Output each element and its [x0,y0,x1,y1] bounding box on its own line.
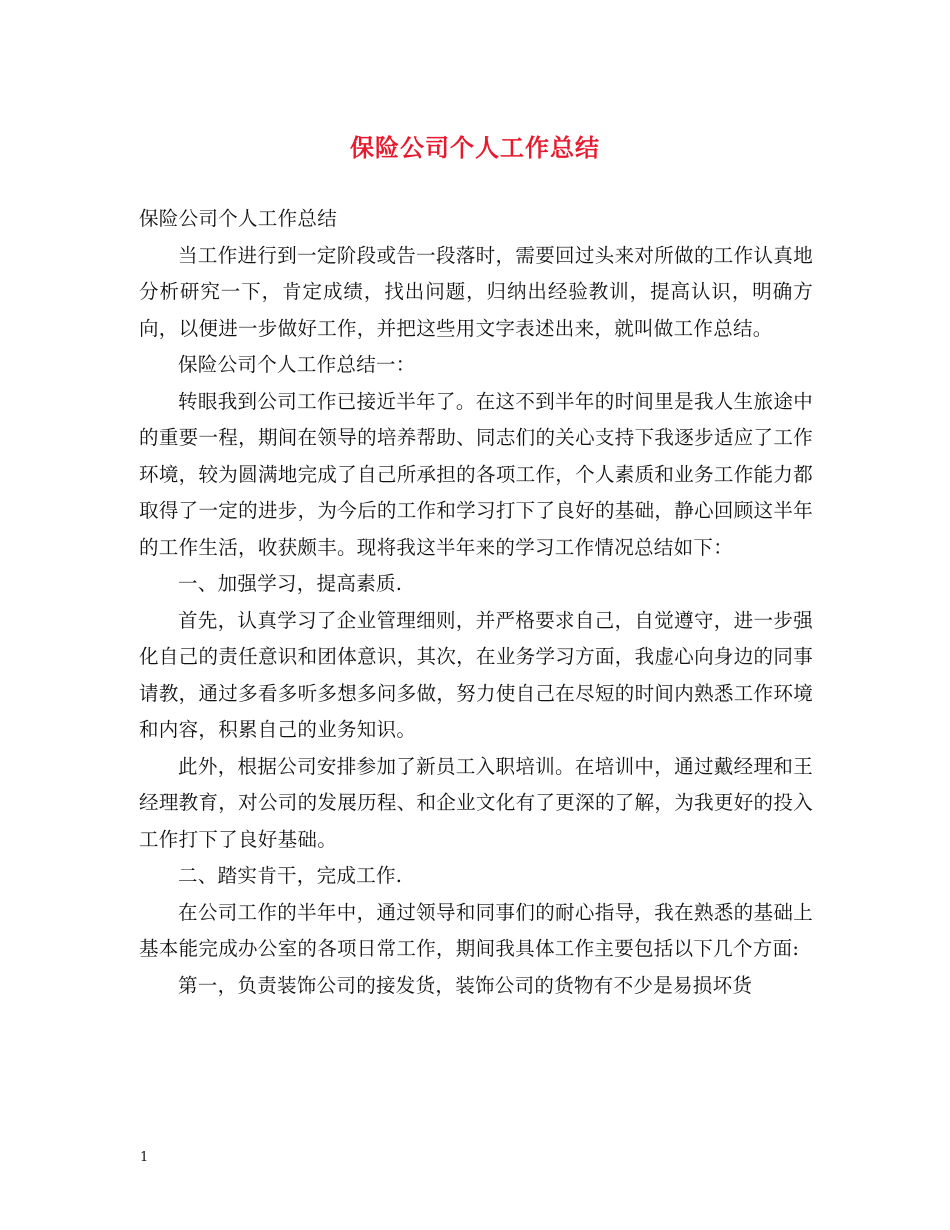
paragraph-work: 在公司工作的半年中，通过领导和同事们的耐心指导，我在熟悉的基础上基本能完成办公室的各项日常工作，期间我具体工作主要包括以下几个方面: [139,900,813,960]
paragraph-training: 此外，根据公司安排参加了新员工入职培训。在培训中，通过戴经理和王经理教育，对公司的发展历程、和企业文化有了更深的了解，为我更好的投入工作打下了良好基础。 [139,754,813,851]
page-number: 1 [140,1150,149,1165]
paragraph-heading-two: 二、踏实肯干，完成工作. [178,864,403,887]
paragraph-overview: 转眼我到公司工作已接近半年了。在这不到半年的时间里是我人生旅途中的重要一程，期间在领导的培养帮助、同志们的关心支持下我逐步适应了工作环境，较为圆满地完成了自己所承担的各项工作，个人素质和业务工作能力都取得了一定的进步，为今后的工作和学习打下了良好的基础，静心回顾这半年的工作生活，收获颇丰。现将我这半年来的学习工作情况总结如下： [139,389,813,559]
paragraph-section-heading: 保险公司个人工作总结一： [178,353,416,376]
paragraph-study: 首先，认真学习了企业管理细则，并严格要求自己，自觉遵守，进一步强化自己的责任意识和团体意识，其次，在业务学习方面，我虚心向身边的同事请教，通过多看多听多想多问多做，努力使自己在尽短的时间内熟悉工作环境和内容，积累自己的业务知识。 [139,608,813,741]
paragraph-subtitle: 保险公司个人工作总结 [139,207,338,230]
paragraph-first-duty: 第一，负责装饰公司的接发货，装饰公司的货物有不少是易损坏货 [178,973,753,997]
document-title: 保险公司个人工作总结 [350,133,600,162]
paragraph-heading-one: 一、加强学习，提高素质. [178,572,403,595]
paragraph-intro: 当工作进行到一定阶段或告一段落时，需要回过头来对所做的工作认真地分析研究一下，肯定成绩，找出问题，归纳出经验教训，提高认识，明确方向，以便进一步做好工作，并把这些用文字表述出来，就叫做工作总结。 [139,243,813,340]
document-body [139,201,813,1004]
